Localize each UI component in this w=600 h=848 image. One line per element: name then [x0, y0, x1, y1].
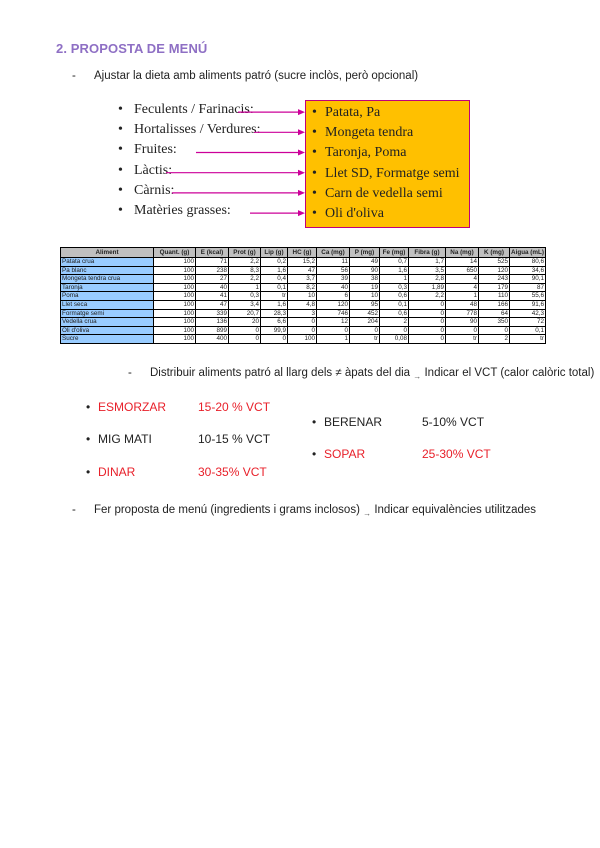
table-cell: 1,6 — [261, 300, 288, 309]
table-cell: 42,3 — [510, 309, 546, 318]
table-cell: 4,8 — [288, 300, 317, 309]
table-cell: 12 — [317, 318, 350, 327]
table-cell: 20 — [229, 318, 261, 327]
table-cell: 0 — [229, 326, 261, 335]
table-cell: 0,2 — [261, 258, 288, 267]
food-name-cell: Oli d'oliva — [61, 326, 154, 335]
table-cell: 6 — [317, 292, 350, 301]
table-cell: 91,6 — [510, 300, 546, 309]
arrow-head-icon — [298, 190, 305, 196]
table-cell: 778 — [446, 309, 479, 318]
food-name-cell: Vedella crua — [61, 318, 154, 327]
table-cell: 0,1 — [380, 300, 409, 309]
bullet-dot: • — [118, 122, 123, 138]
table-cell: 2,8 — [409, 275, 446, 284]
table-cell: 90,1 — [510, 275, 546, 284]
arrow-icon: → — [363, 509, 372, 518]
table-cell: 71 — [196, 258, 229, 267]
table-cell: 100 — [154, 266, 196, 275]
table-cell: 0,6 — [380, 309, 409, 318]
table-cell: tr — [510, 335, 546, 344]
table-cell: 100 — [154, 275, 196, 284]
table-cell: 243 — [479, 275, 510, 284]
pattern-food-name: Mongeta tendra — [325, 125, 414, 141]
dash-marker: - — [128, 367, 132, 379]
table-row — [61, 266, 546, 275]
table-cell: 90 — [446, 318, 479, 327]
meal-name — [312, 415, 382, 429]
table-cell: 1 — [317, 335, 350, 344]
table-cell: 47 — [196, 300, 229, 309]
table-cell: 204 — [350, 318, 380, 327]
table-cell: 650 — [446, 266, 479, 275]
food-name-cell: Patata crua — [61, 258, 154, 267]
table-cell: 0 — [317, 326, 350, 335]
instruction-2-pre: Distribuir aliments patró al llarg dels ≠ àpats del dia — [150, 367, 411, 379]
food-name-cell: Mongeta tendra crua — [61, 275, 154, 284]
table-cell: 10 — [350, 292, 380, 301]
bullet-dot: • — [118, 102, 123, 117]
table-cell: 3 — [288, 309, 317, 318]
table-header-cell: P (mg) — [350, 248, 380, 258]
meal-vct-percent: 15-20 % VCT — [198, 400, 271, 414]
meal-label: MIG MATI — [98, 432, 152, 446]
table-row — [61, 283, 546, 292]
table-cell: 20,7 — [229, 309, 261, 318]
table-cell: 100 — [154, 283, 196, 292]
table-cell: 350 — [479, 318, 510, 327]
meal-vct-percent: 5-10% VCT — [422, 415, 485, 429]
instruction-3-pre: Fer proposta de menú (ingredients i grams inclosos) — [94, 504, 360, 516]
bullet-dot: • — [312, 447, 317, 461]
table-header-cell: Ca (mg) — [317, 248, 350, 258]
table-cell: 0 — [446, 326, 479, 335]
food-name-cell: Formatge semi — [61, 309, 154, 318]
meal-label: SOPAR — [324, 447, 366, 461]
bullet-dot: • — [312, 165, 317, 181]
table-header-cell: Aigua (mL) — [511, 249, 544, 256]
arrow-head-icon — [298, 129, 305, 135]
table-cell: 10 — [288, 292, 317, 301]
food-name-cell: Pa blanc — [61, 266, 154, 275]
table-header-cell: Lip (g) — [261, 248, 288, 258]
instruction-2-post: Indicar el VCT (calor calòric total) — [424, 367, 595, 379]
table-cell: 110 — [479, 292, 510, 301]
table-cell: 100 — [154, 335, 196, 344]
pattern-food-name: Llet SD, Formatge semi — [325, 165, 460, 181]
arrow-head-icon — [298, 170, 305, 176]
food-group-name: Fruites: — [134, 142, 177, 158]
table-cell: 1 — [380, 275, 409, 284]
dash-marker: - — [72, 70, 76, 82]
table-cell: 48 — [446, 300, 479, 309]
bullet-dot: • — [312, 205, 317, 221]
table-cell: 14 — [446, 258, 479, 267]
pattern-food-name: Oli d'oliva — [325, 205, 384, 221]
table-cell: tr — [350, 335, 380, 344]
table-cell: 0,3 — [229, 292, 261, 301]
table-cell: 100 — [154, 258, 196, 267]
table-cell: 39 — [317, 275, 350, 284]
table-cell: 72 — [510, 318, 546, 327]
table-cell: 4 — [446, 283, 479, 292]
table-cell: 400 — [196, 335, 229, 344]
table-header-cell: K (mg) — [479, 248, 510, 258]
meal-name — [86, 432, 152, 446]
table-body — [61, 258, 546, 344]
table-cell: 1 — [446, 292, 479, 301]
table-cell: 99,9 — [261, 326, 288, 335]
bullet-dot: • — [312, 185, 317, 201]
table-header-row — [61, 248, 546, 258]
table-cell: 0 — [409, 300, 446, 309]
group-arrows — [0, 0, 600, 250]
instruction-3 — [72, 504, 536, 518]
table-cell: 47 — [288, 266, 317, 275]
table-cell: 1,6 — [261, 266, 288, 275]
section-title: 2. PROPOSTA DE MENÚ — [56, 41, 208, 56]
food-group-name: Matèries grasses: — [134, 202, 231, 218]
table-cell: 339 — [196, 309, 229, 318]
bullet-dot: • — [118, 162, 123, 178]
pattern-food-name: Carn de vedella semi — [325, 185, 443, 201]
table-cell: 100 — [154, 318, 196, 327]
bullet-dot: • — [312, 415, 317, 429]
instruction-3-post: Indicar equivalències utilitzades — [374, 504, 537, 516]
table-header-cell: HC (g) — [288, 248, 317, 258]
table-cell: 0,08 — [380, 335, 409, 344]
meal-vct-percent: 25-30% VCT — [422, 447, 491, 461]
meal-name — [86, 465, 135, 479]
table-cell: 2,2 — [409, 292, 446, 301]
table-cell: 28,3 — [261, 309, 288, 318]
table-header-cell: E (kcal) — [196, 248, 229, 258]
table-cell: 1,7 — [409, 258, 446, 267]
pattern-food-name: Taronja, Poma — [325, 145, 407, 161]
table-cell: 0 — [409, 335, 446, 344]
food-group-name: Càrnis: — [134, 182, 175, 198]
table-cell: 2 — [380, 318, 409, 327]
table-cell: 120 — [479, 266, 510, 275]
table-cell: 0 — [409, 318, 446, 327]
table-cell: 41 — [196, 292, 229, 301]
food-group-name: Làctis: — [134, 162, 173, 178]
food-name-cell: Llet seca — [61, 300, 154, 309]
bullet-dot: • — [312, 145, 317, 161]
table-cell: 120 — [317, 300, 350, 309]
bullet-dot: • — [86, 465, 91, 479]
table-cell: 0 — [229, 335, 261, 344]
table-row — [61, 335, 546, 344]
meal-label: BERENAR — [324, 415, 383, 429]
table-cell: 100 — [154, 292, 196, 301]
table-cell: 0,3 — [380, 283, 409, 292]
table-cell: 0 — [479, 326, 510, 335]
table-cell: 2,2 — [229, 275, 261, 284]
table-cell: 55,6 — [510, 292, 546, 301]
arrow-icon: → — [413, 372, 422, 381]
table-cell: 95 — [350, 300, 380, 309]
table-cell: 0,4 — [261, 275, 288, 284]
bullet-dot: • — [86, 432, 91, 446]
table-cell: tr — [261, 292, 288, 301]
table-row — [61, 318, 546, 327]
table-header-cell: Aliment — [61, 248, 154, 258]
table-cell: 8,3 — [229, 266, 261, 275]
table-cell: 0,1 — [261, 283, 288, 292]
table-cell: 2 — [479, 335, 510, 344]
bullet-dot: • — [118, 202, 123, 218]
meal-label: DINAR — [98, 465, 136, 479]
nutrition-table — [60, 247, 546, 344]
table-cell: 90 — [350, 266, 380, 275]
table-cell: 8,2 — [288, 283, 317, 292]
table-cell: 899 — [196, 326, 229, 335]
meal-label: ESMORZAR — [98, 400, 167, 414]
bullet-dot: • — [118, 142, 123, 158]
table-cell: 40 — [317, 283, 350, 292]
table-cell: 1,89 — [409, 283, 446, 292]
table-cell: 525 — [479, 258, 510, 267]
meal-name — [86, 400, 166, 414]
table-row — [61, 309, 546, 318]
table-cell: 19 — [350, 283, 380, 292]
meal-vct-percent: 30-35% VCT — [198, 465, 267, 479]
table-header-cell: Fibra (g) — [409, 248, 446, 258]
table-cell: 87 — [510, 283, 546, 292]
food-name-cell: Sucre — [61, 335, 154, 344]
table-cell: 38 — [350, 275, 380, 284]
table-cell: 64 — [479, 309, 510, 318]
table-cell: 1,6 — [380, 266, 409, 275]
table-cell: 56 — [317, 266, 350, 275]
table-row — [61, 292, 546, 301]
table-cell: 0 — [288, 318, 317, 327]
table-cell: 0 — [409, 326, 446, 335]
food-name-cell: Taronja — [61, 283, 154, 292]
table-cell: 0,6 — [380, 292, 409, 301]
bullet-dot: • — [312, 125, 317, 141]
table-cell: 0,1 — [510, 326, 546, 335]
table-cell: 166 — [479, 300, 510, 309]
table-cell: 6,6 — [261, 318, 288, 327]
pattern-food-name: Patata, Pa — [325, 105, 381, 120]
table-row — [61, 300, 546, 309]
bullet-dot: • — [312, 105, 317, 120]
table-cell: tr — [446, 335, 479, 344]
table-cell: 49 — [350, 258, 380, 267]
bullet-dot: • — [86, 400, 91, 414]
table-row — [61, 258, 546, 267]
table-cell: 3,4 — [229, 300, 261, 309]
table-cell: 179 — [479, 283, 510, 292]
table-cell: 0 — [409, 309, 446, 318]
table-cell: 100 — [154, 309, 196, 318]
table-cell: 746 — [317, 309, 350, 318]
table-cell: 4 — [446, 275, 479, 284]
table-cell: 100 — [154, 300, 196, 309]
table-row — [61, 275, 546, 284]
table-cell: 11 — [317, 258, 350, 267]
meal-name — [312, 447, 365, 461]
table-cell: 136 — [196, 318, 229, 327]
table-cell: 0 — [350, 326, 380, 335]
arrow-head-icon — [298, 210, 305, 216]
dash-marker: - — [72, 504, 76, 516]
table-cell: 1 — [229, 283, 261, 292]
meal-vct-percent: 10-15 % VCT — [198, 432, 271, 446]
food-group-name: Feculents / Farinacis: — [134, 102, 254, 117]
table-header-cell: Prot (g) — [229, 248, 261, 258]
table-cell: 0 — [380, 326, 409, 335]
instruction-2 — [128, 367, 594, 381]
table-cell: 3,7 — [288, 275, 317, 284]
table-cell: 2,2 — [229, 258, 261, 267]
table-cell: 0,7 — [380, 258, 409, 267]
table-cell: 15,2 — [288, 258, 317, 267]
table-cell: 27 — [196, 275, 229, 284]
table-row — [61, 326, 546, 335]
table-cell: 452 — [350, 309, 380, 318]
arrow-head-icon — [298, 150, 305, 156]
table-header-cell: Na (mg) — [446, 248, 479, 258]
table-cell: 238 — [196, 266, 229, 275]
table-cell: 0 — [288, 326, 317, 335]
bullet-dot: • — [118, 182, 123, 198]
table-header-cell: Quant. (g) — [154, 248, 196, 258]
food-name-cell: Poma — [61, 292, 154, 301]
instruction-1-text: Ajustar la dieta amb aliments patró (sucre inclòs, però opcional) — [94, 70, 419, 82]
table-cell: 100 — [288, 335, 317, 344]
table-cell: 0 — [261, 335, 288, 344]
table-cell: 3,5 — [409, 266, 446, 275]
table-cell: 40 — [196, 283, 229, 292]
arrow-head-icon — [298, 109, 305, 115]
table-cell: 80,6 — [510, 258, 546, 267]
food-group-name: Hortalisses / Verdures: — [134, 122, 261, 138]
table-cell: 34,6 — [510, 266, 546, 275]
table-cell: 100 — [154, 326, 196, 335]
table-header-cell: Fe (mg) — [380, 248, 409, 258]
